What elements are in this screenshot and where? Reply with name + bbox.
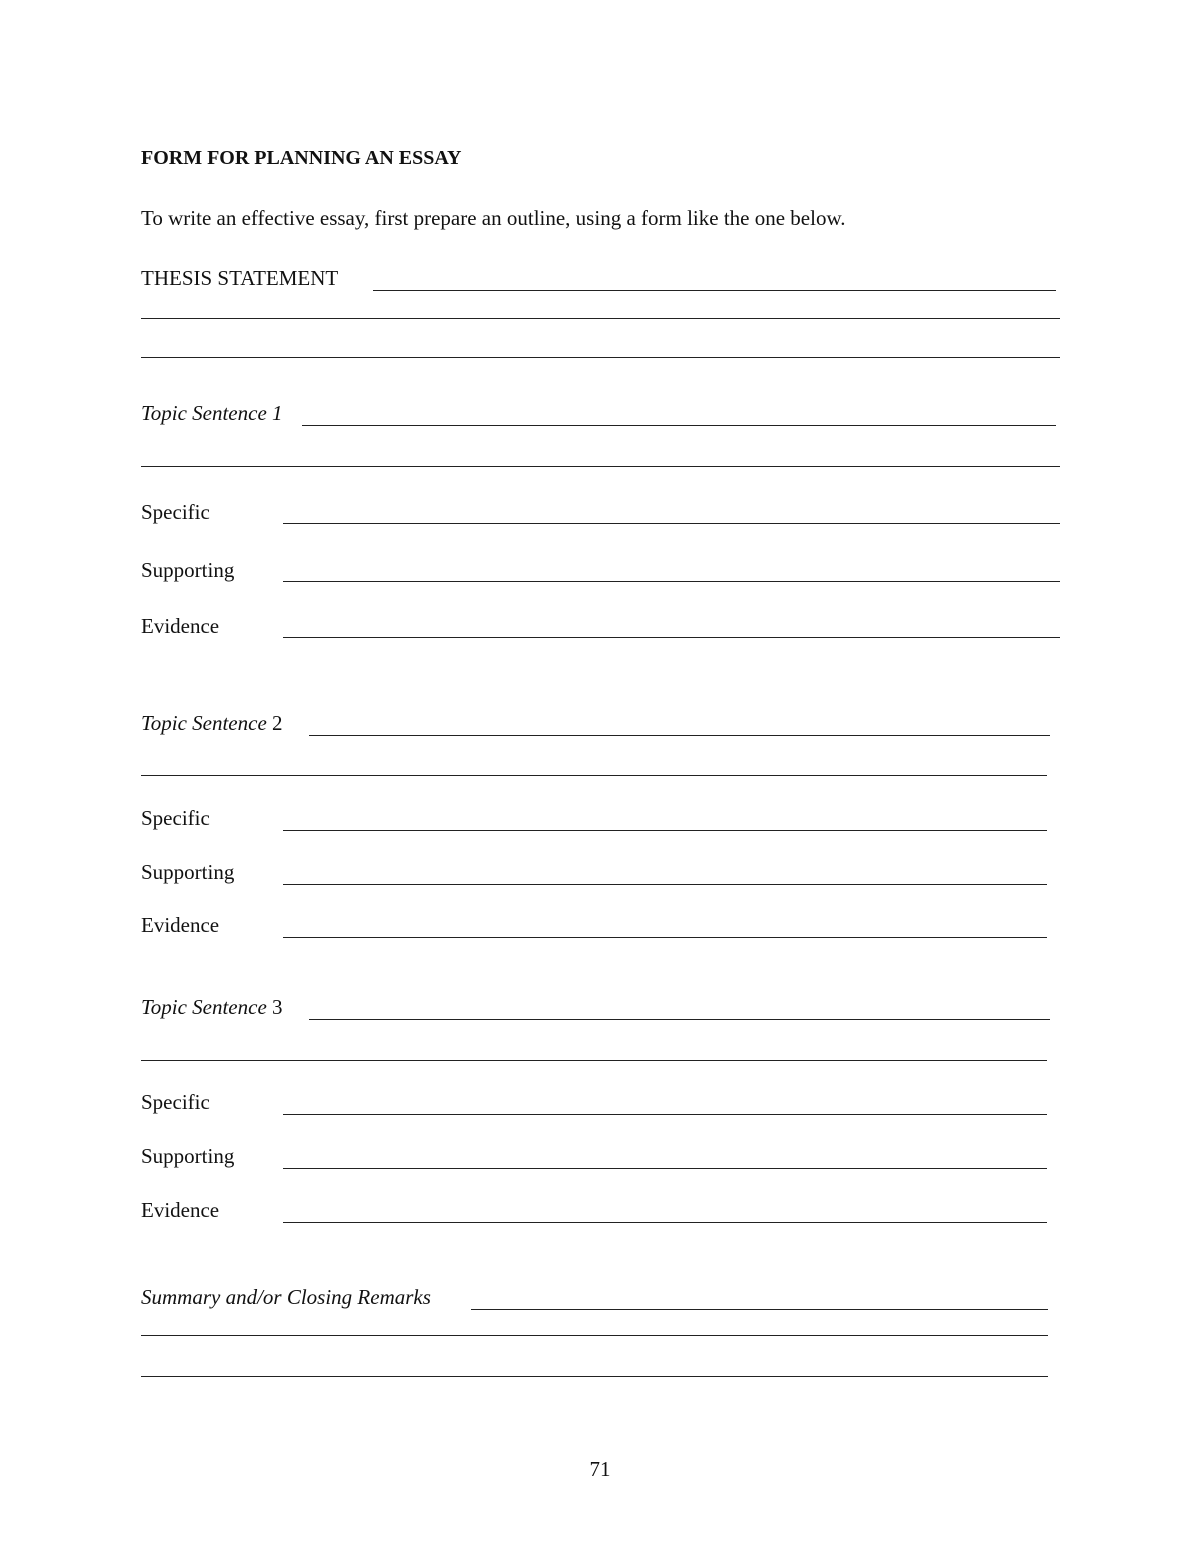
page-number: 71 <box>589 1457 611 1481</box>
section-2-evidence-line[interactable] <box>283 937 1047 938</box>
section-1-specific-label: Specific <box>141 500 210 524</box>
thesis-line-3[interactable] <box>141 357 1060 358</box>
section-2-evidence-label: Evidence <box>141 913 220 937</box>
thesis-label: THESIS STATEMENT <box>141 266 339 290</box>
topic-sentence-2-label-text: Topic Sentence <box>141 711 267 735</box>
section-1-specific-line[interactable] <box>283 523 1060 524</box>
section-2-supporting-line[interactable] <box>283 884 1047 885</box>
topic-sentence-2-label <box>141 713 283 734</box>
summary-line-2[interactable] <box>141 1335 1048 1336</box>
section-1-evidence-label: Evidence <box>141 614 220 638</box>
topic-sentence-2-number: 2 <box>272 711 283 735</box>
topic-sentence-2-line-1[interactable] <box>309 735 1050 736</box>
section-3-supporting-label: Supporting <box>141 1144 235 1168</box>
section-1-supporting-label: Supporting <box>141 558 235 582</box>
section-3-specific-label: Specific <box>141 1090 210 1114</box>
summary-label: Summary and/or Closing Remarks <box>141 1285 431 1309</box>
topic-sentence-3-label <box>141 997 283 1018</box>
section-3-supporting-line[interactable] <box>283 1168 1047 1169</box>
summary-line-3[interactable] <box>141 1376 1048 1377</box>
section-1-evidence-line[interactable] <box>283 637 1060 638</box>
topic-sentence-3-label-text: Topic Sentence <box>141 995 267 1019</box>
topic-sentence-1-label: Topic Sentence 1 <box>141 401 283 425</box>
section-3-evidence-label: Evidence <box>141 1198 220 1222</box>
summary-line-1[interactable] <box>471 1309 1048 1310</box>
topic-sentence-3-line-2[interactable] <box>141 1060 1047 1061</box>
section-2-supporting-label: Supporting <box>141 860 235 884</box>
section-3-specific-line[interactable] <box>283 1114 1047 1115</box>
page-title: FORM FOR PLANNING AN ESSAY <box>141 147 462 169</box>
section-3-evidence-line[interactable] <box>283 1222 1047 1223</box>
intro-text: To write an effective essay, first prepare an outline, using a form like the one below. <box>141 206 846 230</box>
topic-sentence-3-number: 3 <box>272 995 283 1019</box>
section-1-supporting-line[interactable] <box>283 581 1060 582</box>
topic-sentence-1-line-2[interactable] <box>141 466 1060 467</box>
section-2-specific-line[interactable] <box>283 830 1047 831</box>
thesis-line-2[interactable] <box>141 318 1060 319</box>
thesis-line-1[interactable] <box>373 290 1056 291</box>
topic-sentence-1-line-1[interactable] <box>302 425 1056 426</box>
topic-sentence-2-line-2[interactable] <box>141 775 1047 776</box>
section-2-specific-label: Specific <box>141 806 210 830</box>
topic-sentence-3-line-1[interactable] <box>309 1019 1050 1020</box>
